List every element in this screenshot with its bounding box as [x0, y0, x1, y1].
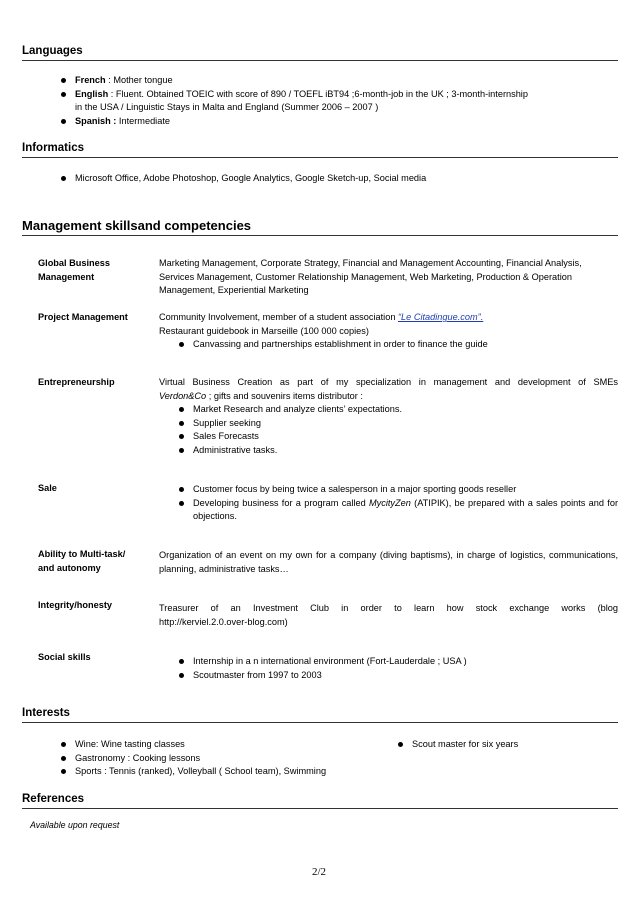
list-item: Sales Forecasts [178, 430, 618, 444]
interest-item: Scout master for six years [397, 738, 597, 752]
list-item: Customer focus by being twice a salesperson in a major sporting goods reseller [178, 483, 618, 497]
list-item: Administrative tasks. [178, 444, 618, 458]
languages-heading: Languages [22, 45, 83, 57]
language-item-french: French : Mother tongue [60, 74, 530, 88]
interests-list-right [397, 738, 597, 752]
interest-item: Gastronomy : Cooking lessons [60, 752, 390, 766]
references-divider [22, 808, 618, 809]
skill-label-multitask: Ability to Multi-task/ and autonomy [38, 549, 126, 573]
list-item: Developing business for a program called MycityZen (ATIPIK), be prepared with a sales points and for objections. [178, 497, 618, 524]
interest-item: Wine: Wine tasting classes [60, 738, 390, 752]
informatics-heading: Informatics [22, 142, 84, 154]
skill-text-entrepreneurship: Virtual Business Creation as part of my specialization in management and development of SMEs Verdon&Co ; gifts and souvenirs items distributor : [159, 377, 618, 401]
brand-name: Verdon&Co [159, 390, 207, 401]
language-level: Fluent. Obtained TOEIC with score of 890 / TOEFL iBT94 ;6-month-job in the UK ; 3-month-internship in the USA / Linguistic Stays in Malta and England (Summer 2006 – 2007 ) [75, 88, 528, 112]
skill-label-entrepreneurship: Entrepreneurship [38, 377, 115, 387]
skill-label-social: Social skills [38, 652, 91, 662]
interests-list-left [60, 738, 390, 779]
language-item-spanish [60, 115, 530, 129]
skill-text-integrity: Treasurer of an Investment Club in order to learn how stock exchange works (blog http://kerviel.2.0.over-blog.com) [159, 602, 618, 629]
language-level: Mother tongue [113, 75, 173, 85]
skill-label-global-business: Global Business Management [38, 258, 110, 282]
list-item: Scoutmaster from 1997 to 2003 [178, 669, 618, 683]
citadingue-link[interactable]: “Le Citadingue.com”. [397, 312, 484, 322]
skill-text-multitask: Organization of an event on my own for a company (diving baptisms), in charge of logistics, communications, planning, administrative tasks… [159, 550, 618, 574]
management-divider [22, 235, 618, 236]
informatics-item: Microsoft Office, Adobe Photoshop, Google Analytics, Google Sketch-up, Social media [60, 172, 560, 186]
project-management-list [178, 338, 618, 352]
skill-label-integrity: Integrity/honesty [38, 600, 113, 610]
interests-divider [22, 722, 618, 723]
informatics-divider [22, 157, 618, 158]
interest-item: Sports : Tennis (ranked), Volleyball ( School team), Swimming [60, 765, 390, 779]
languages-divider [22, 60, 618, 61]
skill-label-sale: Sale [38, 483, 57, 493]
list-item: Canvassing and partnerships establishment in order to finance the guide [178, 338, 618, 352]
social-list [178, 655, 618, 682]
skill-text-global-business: Marketing Management, Corporate Strategy, Financial and Management Accounting, Financial Analysis, Services Management, Customer Relationship Management, Web Marketing, Production & Operation Management, Experiential Marketing [159, 258, 582, 295]
page-number: 2/2 [311, 866, 327, 878]
references-heading: References [22, 793, 85, 805]
language-name: French [75, 75, 106, 85]
language-level: Intermediate [118, 115, 170, 126]
brand-name: MycityZen [369, 497, 411, 508]
skill-text-project-management: Community Involvement, member of a student association “Le Citadingue.com”. Restaurant guidebook in Marseille (100 000 copies) [159, 312, 484, 336]
management-heading: Management skillsand competencies [22, 218, 252, 233]
interests-heading: Interests [22, 707, 70, 719]
informatics-list [60, 172, 560, 186]
references-text: Available upon request [30, 820, 120, 830]
language-item-english: English : Fluent. Obtained TOEIC with score of 890 / TOEFL iBT94 ;6-month-job in the UK ; 3-month-internship in the USA / Linguistic Stays in Malta and England (Summer 2006 – 2007 ) [60, 88, 530, 115]
languages-list [60, 74, 530, 128]
list-item: Market Research and analyze clients’ expectations. [178, 403, 618, 417]
sale-list [178, 483, 618, 524]
skill-label-project-management: Project Management [38, 312, 128, 322]
list-item: Internship in a n international environment (Fort-Lauderdale ; USA ) [178, 655, 618, 669]
language-name: English [75, 88, 109, 99]
language-name: Spanish : [75, 115, 117, 126]
blog-url: http://kerviel.2.0.over-blog.com) [159, 616, 288, 627]
list-item: Supplier seeking [178, 417, 618, 431]
entrepreneurship-list [178, 403, 618, 457]
